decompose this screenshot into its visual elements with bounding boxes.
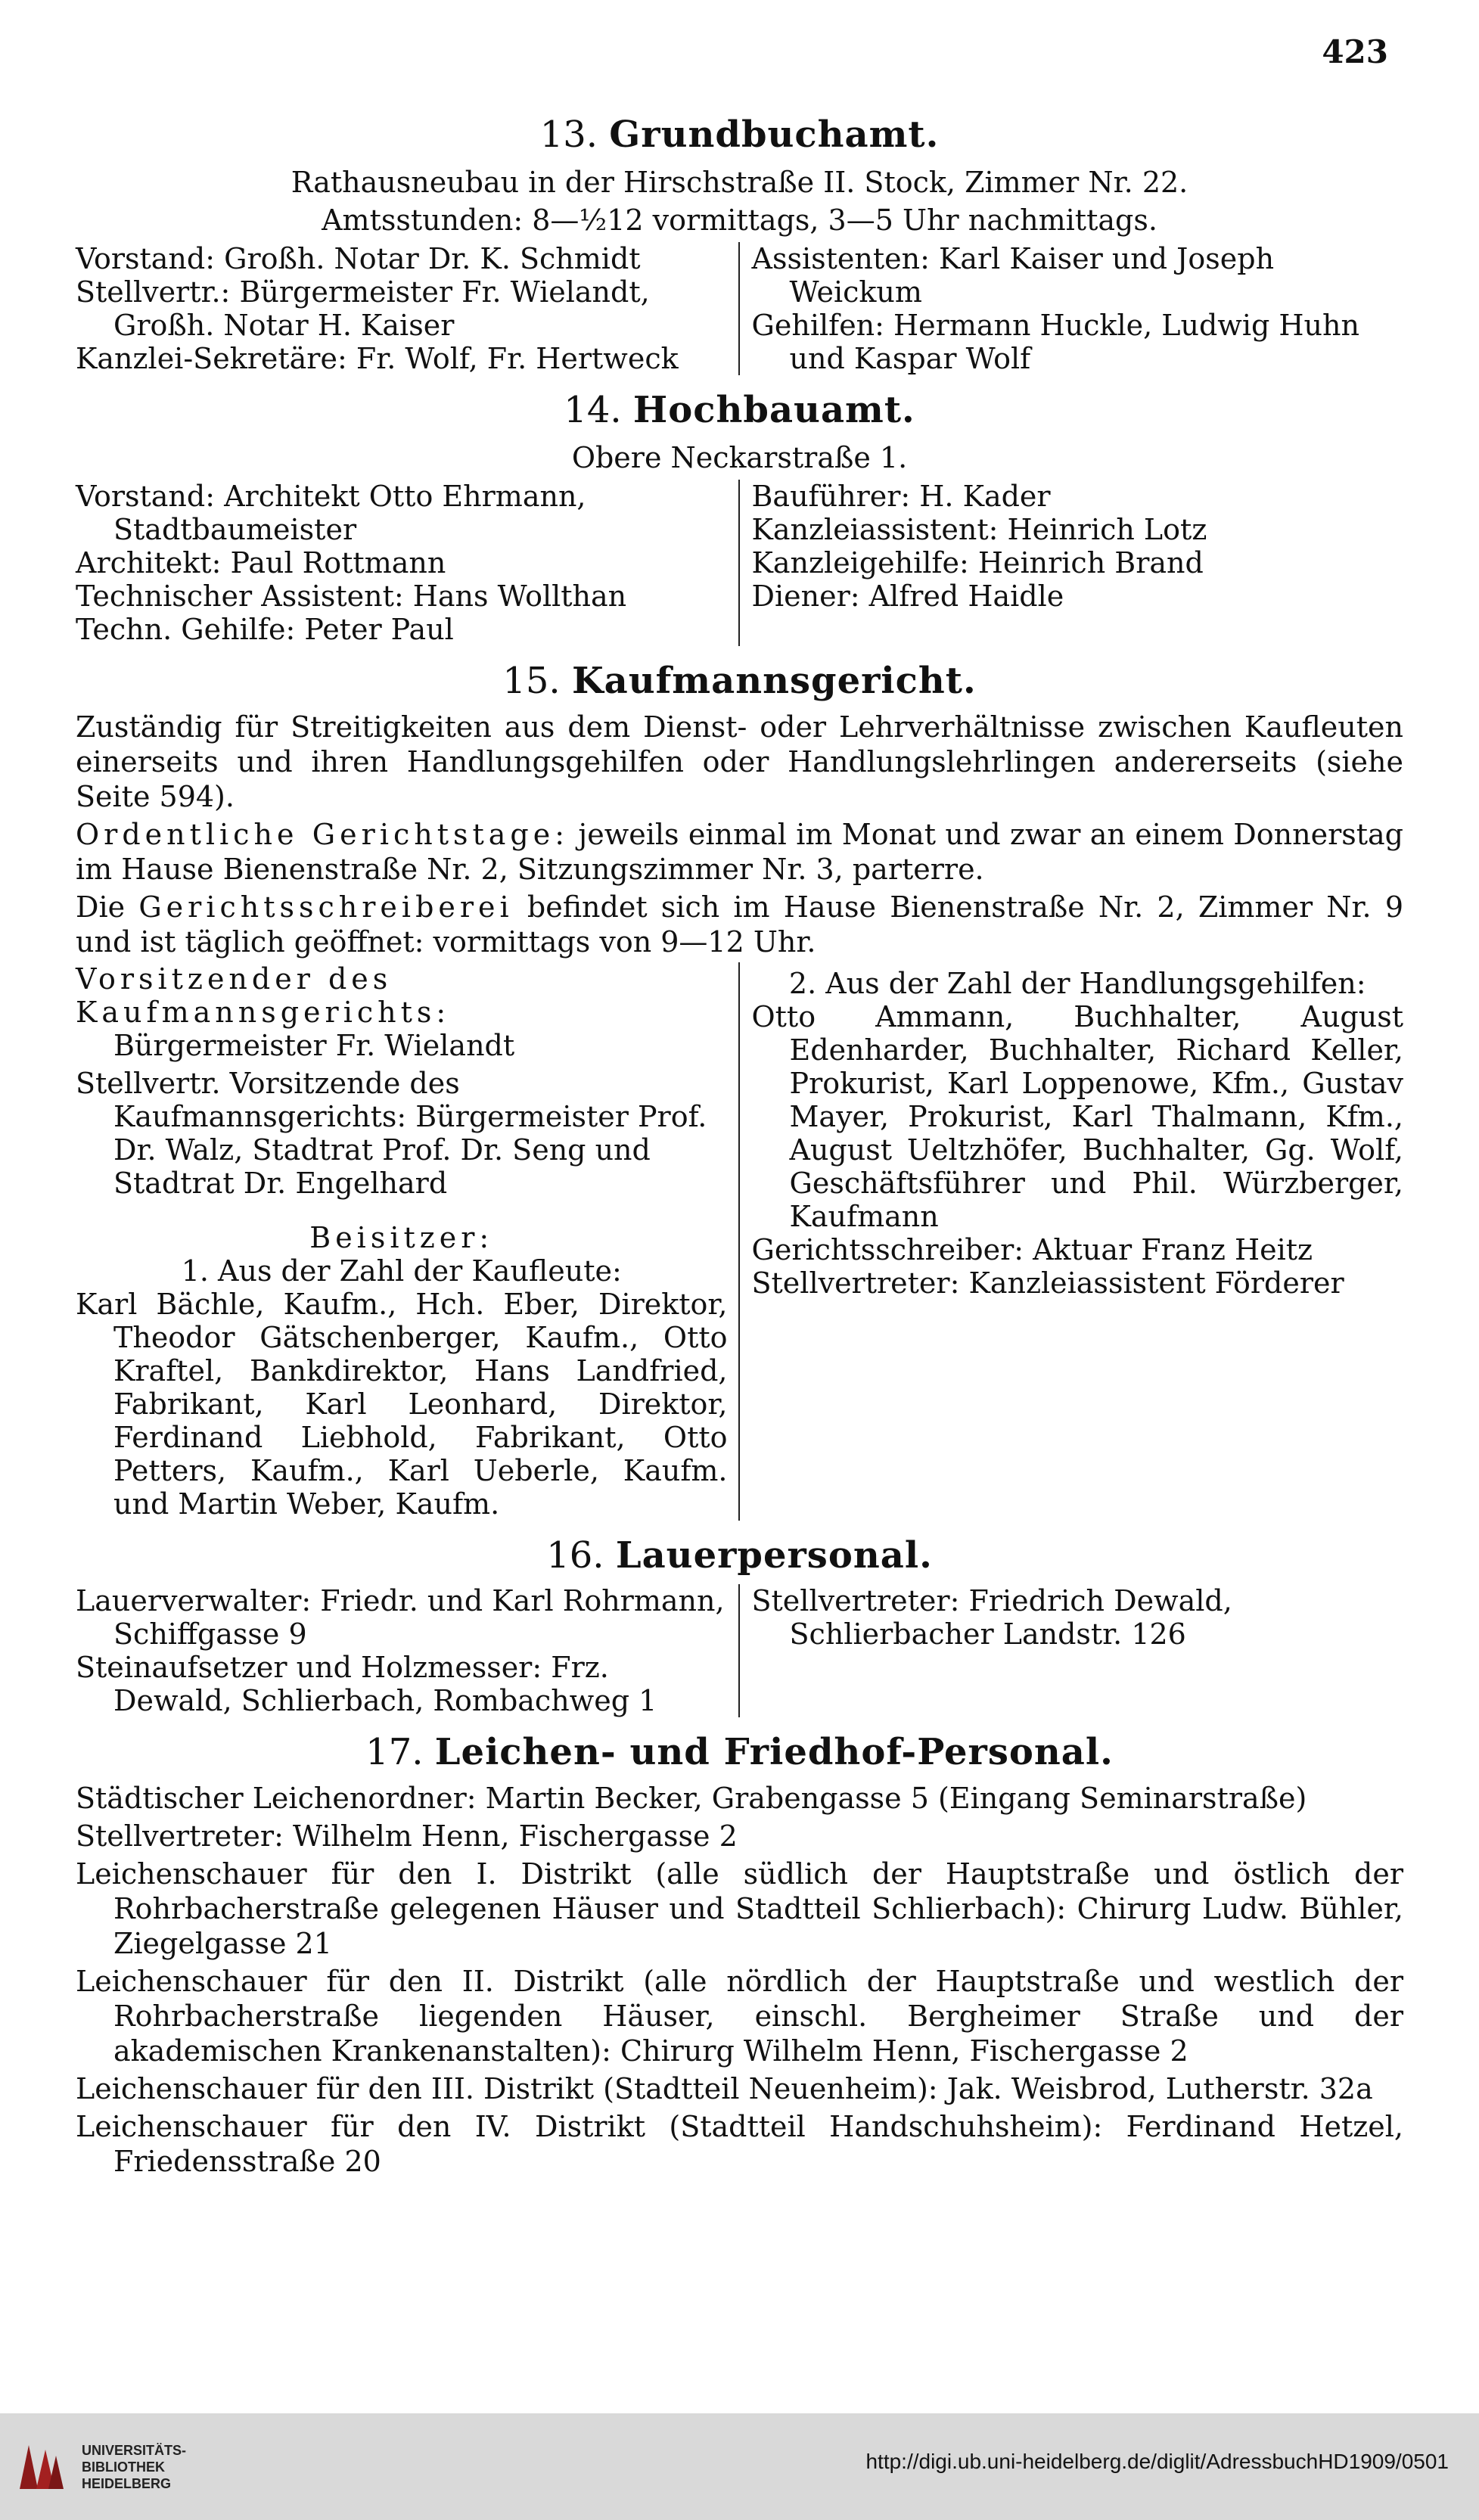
staff-entry: Vorstand: Architekt Otto Ehrmann, Stadtbaumeister bbox=[76, 480, 586, 546]
staff-column-left bbox=[76, 480, 740, 646]
staff-entry: Diener: Alfred Haidle bbox=[751, 580, 1064, 613]
registrar-deputy: Stellvertreter: Kanzleiassistent Förderer bbox=[751, 1266, 1344, 1300]
registrar: Gerichtsschreiber: Aktuar Franz Heitz bbox=[751, 1233, 1313, 1266]
staff-entry: Steinaufsetzer und Holzmesser: Frz. Dewald, Schlierbach, Rombachweg 1 bbox=[76, 1651, 657, 1717]
section-title: Hochbauamt. bbox=[632, 389, 915, 431]
personnel-entry: Städtischer Leichenordner: Martin Becker, Grabengasse 5 (Eingang Seminarstraße) bbox=[76, 1782, 1307, 1815]
court-days-label: Ordentliche Gerichtstage: bbox=[76, 818, 570, 851]
chair-label: Vorsitzender des Kaufmannsgerichts: bbox=[76, 962, 451, 1029]
staff-entry: Stellvertr.: Bürgermeister Fr. Wielandt, Großh. Notar H. Kaiser bbox=[76, 275, 650, 342]
staff-column-left bbox=[76, 242, 740, 375]
court-office-pre: Die bbox=[76, 890, 139, 924]
staff-entry: Architekt: Paul Rottmann bbox=[76, 546, 446, 580]
section-title: Leichen- und Friedhof-Personal. bbox=[434, 1731, 1114, 1773]
section-address: Rathausneubau in der Hirschstraße II. Stock, Zimmer Nr. 22. bbox=[291, 166, 1188, 199]
section-number: 17. bbox=[365, 1731, 424, 1773]
page-number: 423 bbox=[1322, 33, 1388, 70]
court-office-text: befindet sich im Hause Bienenstraße Nr. 2, Zimmer Nr. 9 und ist täglich geöffnet: vormittags von 9—12 Uhr. bbox=[76, 890, 1403, 959]
personnel-entry: Leichenschauer für den III. Distrikt (Stadtteil Neuenheim): Jak. Weisbrod, Lutherstr. 32a bbox=[76, 2072, 1373, 2105]
court-days-text: jeweils einmal im Monat und zwar an einem Donnerstag im Hause Bienenstraße Nr. 2, Sitzungszimmer Nr. 3, parterre. bbox=[76, 818, 1403, 886]
staff-column-right bbox=[740, 242, 1404, 375]
staff-entry: Kanzleiassistent: Heinrich Lotz bbox=[751, 513, 1207, 546]
section-lauerpersonal bbox=[76, 1534, 1403, 1717]
staff-columns bbox=[76, 480, 1403, 646]
personnel-entry: Leichenschauer für den II. Distrikt (alle nördlich der Hauptstraße und westlich der Rohrbacherstraße liegenden Häuser, einschl. Bergheimer Straße und der akademischen Krankenanstalten): Chirurg Wilhelm Henn, Fischergasse 2 bbox=[76, 1965, 1403, 2068]
staff-entry: Vorstand: Großh. Notar Dr. K. Schmidt bbox=[76, 242, 641, 275]
staff-entry: Gehilfen: Hermann Huckle, Ludwig Huhn und Kaspar Wolf bbox=[751, 309, 1359, 375]
staff-column-left bbox=[76, 1584, 740, 1717]
section-kaufmannsgericht bbox=[76, 660, 1403, 1521]
page-content bbox=[76, 113, 1403, 2182]
chair-name: Bürgermeister Fr. Wielandt bbox=[113, 1029, 515, 1062]
section-title: Kaufmannsgericht. bbox=[571, 660, 977, 702]
section-heading bbox=[76, 389, 1403, 431]
office-hours: Amtsstunden: 8—½12 vormittags, 3—5 Uhr nachmittags. bbox=[322, 204, 1157, 237]
section-heading bbox=[76, 660, 1403, 702]
jurisdiction-text: Zuständig für Streitigkeiten aus dem Dienst- oder Lehrverhältnisse zwischen Kaufleuten einerseits und ihren Handlungsgehilfen oder Handlungslehrlingen andererseits (siehe Seite 594). bbox=[76, 710, 1403, 813]
section-leichen-friedhof-personal bbox=[76, 1731, 1403, 2179]
staff-entry: Kanzleigehilfe: Heinrich Brand bbox=[751, 546, 1204, 580]
section-address: Obere Neckarstraße 1. bbox=[571, 441, 908, 474]
staff-entry: Stellvertreter: Friedrich Dewald, Schlierbacher Landstr. 126 bbox=[751, 1584, 1232, 1651]
court-column-right bbox=[740, 962, 1404, 1521]
staff-entry: Lauerverwalter: Friedr. und Karl Rohrmann, Schiffgasse 9 bbox=[76, 1584, 725, 1651]
logo-line: HEIDELBERG bbox=[82, 2476, 172, 2491]
section-heading bbox=[76, 1731, 1403, 1773]
section-heading bbox=[76, 113, 1403, 156]
library-logo-icon bbox=[14, 2436, 67, 2497]
section-title: Lauerpersonal. bbox=[615, 1534, 933, 1577]
permalink-url[interactable]: http://digi.ub.uni-heidelberg.de/diglit/AdressbuchHD1909/0501 bbox=[865, 2450, 1449, 2473]
court-column-left bbox=[76, 962, 740, 1521]
section-number: 14. bbox=[564, 389, 622, 431]
court-office-label: Gerichtsschreiberei bbox=[138, 890, 514, 924]
staff-entry: Kanzlei-Sekretäre: Fr. Wolf, Fr. Hertweck bbox=[76, 342, 679, 375]
section-hochbauamt bbox=[76, 389, 1403, 646]
assessors-heading: Beisitzer: bbox=[309, 1221, 494, 1254]
staff-entry: Bauführer: H. Kader bbox=[751, 480, 1051, 513]
deputy-chairs: Stellvertr. Vorsitzende des Kaufmannsgerichts: Bürgermeister Prof. Dr. Walz, Stadtrat Prof. Dr. Seng und Stadtrat Dr. Engelhard bbox=[76, 1067, 707, 1200]
viewer-footer bbox=[0, 2413, 1479, 2520]
personnel-entry: Leichenschauer für den I. Distrikt (alle südlich der Hauptstraße und östlich der Rohrbacherstraße gelegenen Häuser und Stadtteil Schlierbach): Chirurg Ludw. Bühler, Ziegelgasse 21 bbox=[76, 1857, 1403, 1960]
staff-columns bbox=[76, 242, 1403, 375]
logo-line: UNIVERSITÄTS- bbox=[82, 2443, 187, 2458]
staff-entry: Technischer Assistent: Hans Wollthan bbox=[76, 580, 627, 613]
court-days bbox=[76, 817, 1403, 887]
section-grundbuchamt bbox=[76, 113, 1403, 375]
personnel-entry: Leichenschauer für den IV. Distrikt (Stadtteil Handschuhsheim): Ferdinand Hetzel, Friedensstraße 20 bbox=[76, 2110, 1403, 2178]
staff-column-right bbox=[740, 480, 1404, 646]
staff-columns bbox=[76, 1584, 1403, 1717]
personnel-entry: Stellvertreter: Wilhelm Henn, Fischergasse 2 bbox=[76, 1819, 738, 1853]
merchants-heading: 1. Aus der Zahl der Kaufleute: bbox=[181, 1254, 622, 1288]
section-heading bbox=[76, 1534, 1403, 1577]
section-number: 13. bbox=[539, 113, 598, 156]
logo-line: BIBLIOTHEK bbox=[82, 2459, 165, 2475]
section-number: 16. bbox=[546, 1534, 604, 1577]
staff-entry: Assistenten: Karl Kaiser und Joseph Weickum bbox=[751, 242, 1275, 309]
clerks-heading: 2. Aus der Zahl der Handlungsgehilfen: bbox=[788, 967, 1366, 1000]
court-members-columns bbox=[76, 962, 1403, 1521]
section-number: 15. bbox=[502, 660, 561, 702]
staff-column-right bbox=[740, 1584, 1404, 1717]
section-title: Grundbuchamt. bbox=[609, 113, 940, 156]
staff-entry: Techn. Gehilfe: Peter Paul bbox=[76, 613, 454, 646]
clerks-list: Otto Ammann, Buchhalter, August Edenharder, Buchhalter, Richard Keller, Prokurist, Karl Loppenowe, Kfm., Gustav Mayer, Prokurist, Karl Thalmann, Kfm., August Ueltzhöfer, Buchhalter, Gg. Wolf, Geschäftsführer und Phil. Würzberger, Kaufmann bbox=[751, 1000, 1403, 1233]
library-logo-text bbox=[82, 2442, 186, 2492]
merchants-list: Karl Bächle, Kaufm., Hch. Eber, Direktor, Theodor Gätschenberger, Kaufm., Otto Kraftel, Bankdirektor, Hans Landfried, Fabrikant, Karl Leonhard, Direktor, Ferdinand Liebhold, Fabrikant, Otto Petters, Kaufm., Karl Ueberle, Kaufm. und Martin Weber, Kaufm. bbox=[76, 1288, 728, 1521]
court-office bbox=[76, 890, 1403, 959]
